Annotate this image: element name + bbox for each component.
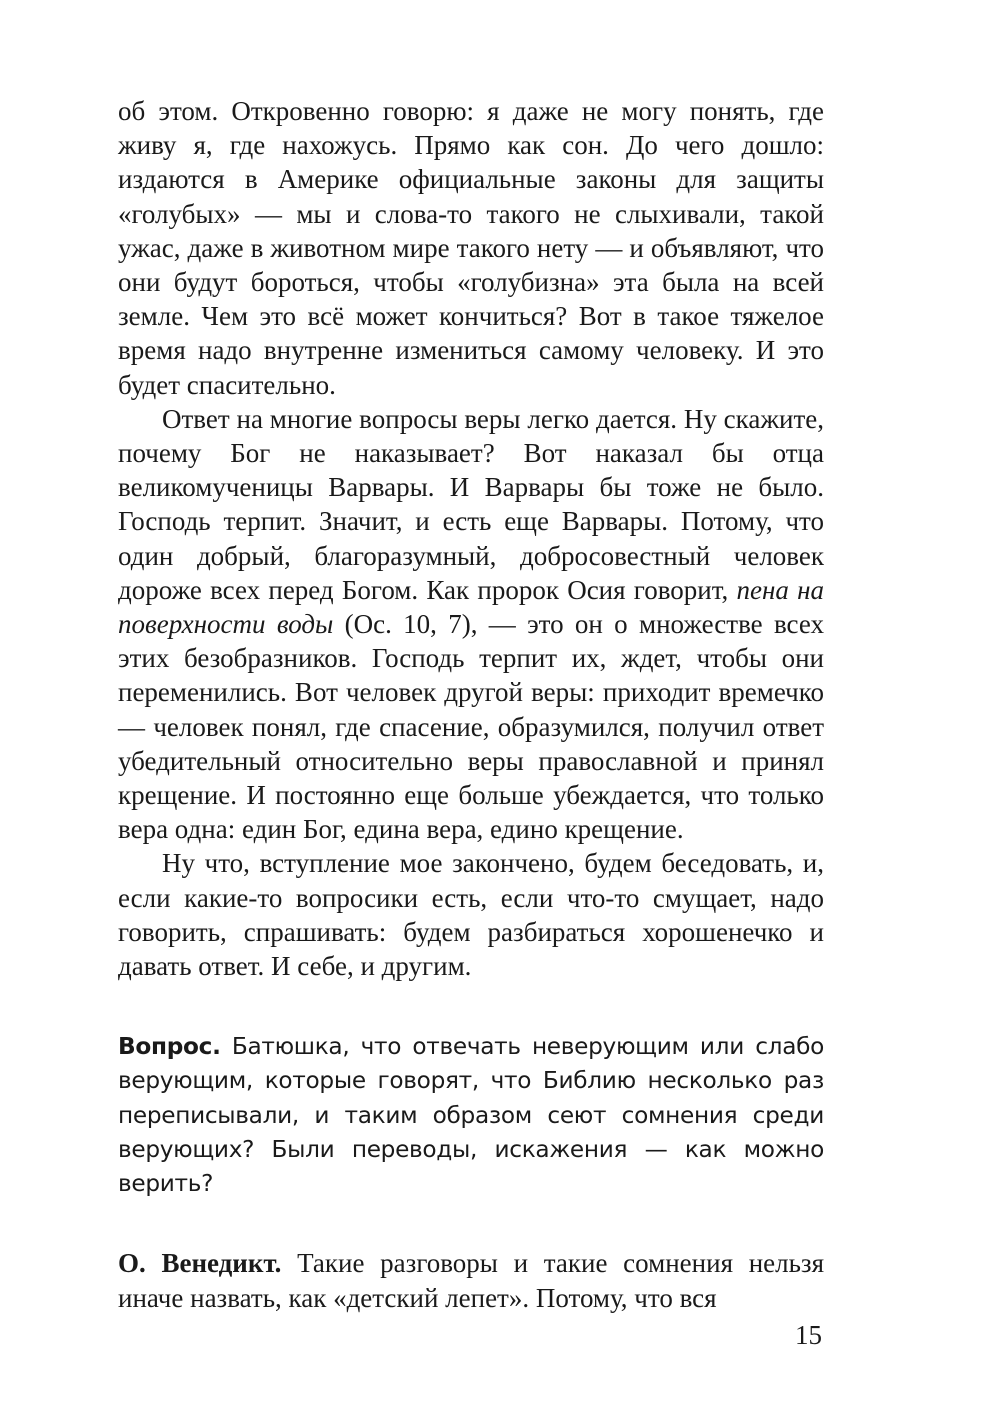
body-text — [118, 94, 824, 983]
answer-block — [118, 1246, 824, 1314]
paragraph-2-text-a: Ответ на многие вопросы веры легко дается. Ну скажите, почему Бог не наказывает? Вот наказал бы отца великомученицы Варвары. И Варвары бы тоже не было. Господь терпит. Значит, и есть еще Варвары. Потому, что один добрый, благоразумный, добросовестный человек дороже всех перед Богом. Как пророк Осия говорит, — [118, 403, 824, 605]
scripture-quote: пена на поверхности воды — [118, 574, 825, 640]
question-label: Вопрос. — [118, 1033, 221, 1061]
question-text: Батюшка, что отвечать неверующим или слабо верующим, которые говорят, что Библию несколько раз переписывали, и таким образом сеют сомнения среди верующих? Были переводы, искажения — как можно верить? — [118, 1033, 824, 1198]
paragraph-1: об этом. Откровенно говорю: я даже не могу понять, где живу я, где нахожусь. Прямо как сон. До чего дошло: издаются в Америке официальные законы для защиты «голубых» — мы и слова-то такого не слыхивали, такой ужас, даже в животном мире такого нету — и объявляют, что они будут бороться, чтобы «голубизна» эта была на всей земле. Чем это всё может кончиться? Вот в такое тяжелое время надо внутренне измениться самому человеку. И это будет спасительно. — [118, 96, 824, 400]
paragraph-2-text-b: (Ос. 10, 7), — это он о множестве всех этих безобразников. Господь терпит их, ждет, чтобы они переменились. Вот человек другой веры: приходит времечко — человек понял, где спасение, образумился, получил ответ убедительный относительно веры православной и принял крещение. И постоянно еще больше убеждается, что только вера одна: един Бог, едина вера, едино крещение. — [118, 609, 824, 845]
answer-speaker-label: О. Венедикт. — [118, 1248, 282, 1279]
answer-paragraph — [118, 1246, 824, 1314]
question-block — [118, 1030, 824, 1201]
paragraph-3: Ну что, вступление мое закончено, будем беседовать, и, если какие-то вопросики есть, если что-то смущает, надо говорить, спрашивать: будем разбираться хорошенечко и давать ответ. И себе, и другим. — [118, 848, 824, 982]
book-page — [118, 94, 824, 1315]
answer-text: Такие разговоры и такие сомнения нельзя иначе назвать, как «детский лепет». Потому, что вся — [118, 1248, 824, 1313]
page-number: 15 — [795, 1320, 822, 1350]
question-paragraph — [118, 1030, 824, 1201]
paragraph-2 — [118, 402, 824, 847]
